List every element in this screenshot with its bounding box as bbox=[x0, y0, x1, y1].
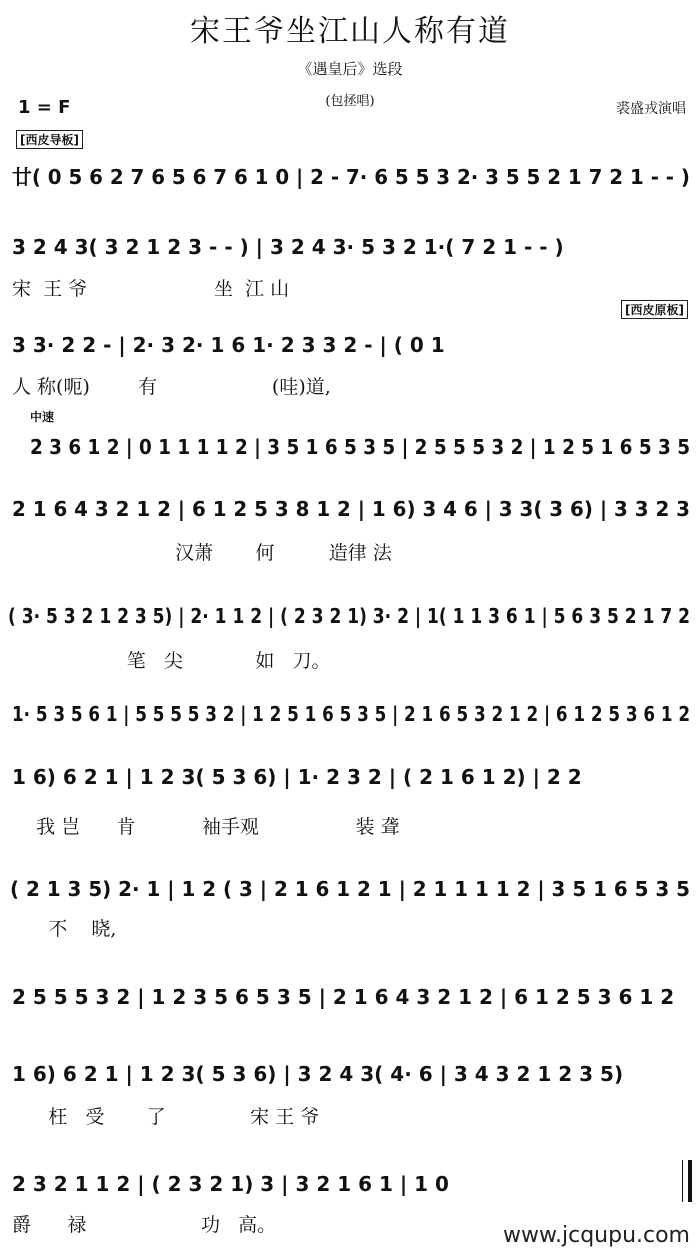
lyric-line-7: 枉 受 了 宋 王 爷 bbox=[12, 1106, 320, 1128]
final-barline-thin bbox=[682, 1160, 686, 1202]
staff-4 bbox=[0, 428, 700, 462]
staff-5 bbox=[0, 490, 700, 524]
staff-12 bbox=[0, 1165, 700, 1199]
key-signature: 1 = F bbox=[18, 97, 71, 118]
marker-xipi-daoban: [西皮导板] bbox=[16, 130, 83, 149]
lyric-line-3: 汉萧 何 造律 法 bbox=[12, 542, 392, 564]
staff-notes: 2 3 6 1 2 | 0 1 1 1 1 2 | 3 5 1 6 5 3 5 | 2 5 5 5 3 2 | 1 2 5 1 6 5 3 5 bbox=[30, 435, 690, 459]
marker-xipi-yuanban: [西皮原板] bbox=[621, 300, 688, 319]
staff-notes: 3 2 4 3( 3 2 1 2 3 - - ) | 3 2 4 3· 5 3 2 1·( 7 2 1 - - ) bbox=[12, 235, 564, 259]
staff-2 bbox=[0, 228, 700, 262]
lyric-line-5: 我 岂 肯 袖手观 装 聋 bbox=[12, 816, 400, 838]
staff-10 bbox=[0, 978, 700, 1012]
lyric-line-2: 人 称(呃) 有 (哇)道, bbox=[12, 376, 331, 398]
staff-notes: 2 3 2 1 1 2 | ( 2 3 2 1) 3 | 3 2 1 6 1 | 1 0 bbox=[12, 1172, 449, 1196]
staff-notes: 2 1 6 4 3 2 1 2 | 6 1 2 5 3 8 1 2 | 1 6) 3 4 6 | 3 3( 3 6) | 3 3 2 3 bbox=[12, 497, 690, 521]
lyric-line-1: 宋 王 爷 坐 江 山 bbox=[12, 278, 290, 300]
staff-11 bbox=[0, 1055, 700, 1089]
staff-notes: 1 6) 6 2 1 | 1 2 3( 5 3 6) | 3 2 4 3( 4· 6 | 3 4 3 2 1 2 3 5) bbox=[12, 1062, 624, 1086]
page-title: 宋王爷坐江山人称有道 bbox=[190, 14, 510, 49]
staff-notes: 1· 5 3 5 6 1 | 5 5 5 5 3 2 | 1 2 5 1 6 5 3 5 | 2 1 6 5 3 2 1 2 | 6 1 2 5 3 6 1 2 bbox=[12, 702, 690, 726]
singer-credit: 裘盛戎演唱 bbox=[616, 101, 686, 117]
staff-notes: 3 3· 2 2 - | 2· 3 2· 1 6 1· 2 3 3 2 - | ( 0 1 bbox=[12, 333, 445, 357]
lyric-line-8: 爵 禄 功 高。 bbox=[12, 1214, 277, 1236]
lyric-line-6: 不 晓, bbox=[12, 918, 117, 940]
staff-6 bbox=[0, 597, 700, 631]
watermark: www.jcqupu.com bbox=[503, 1223, 690, 1248]
final-barline-thick bbox=[688, 1160, 692, 1202]
staff-notes: 廿( 0 5 6 2 7 6 5 6 7 6 1 0 | 2 - 7· 6 5 5 3 2· 3 5 5 2 1 7 2 1 - - ) bbox=[12, 165, 690, 189]
lyric-line-4: 笔 尖 如 刀。 bbox=[12, 650, 331, 672]
staff-notes: ( 3· 5 3 2 1 2 3 5) | 2· 1 1 2 | ( 2 3 2 1) 3· 2 | 1( 1 1 3 6 1 | 5 6 3 5 2 1 7 2 bbox=[8, 604, 690, 628]
tempo-marking: 中速 bbox=[30, 410, 55, 424]
staff-8 bbox=[0, 758, 700, 792]
subtitle: 《遇皇后》选段 bbox=[297, 60, 403, 78]
staff-9 bbox=[0, 870, 700, 904]
role-note: (包拯唱) bbox=[325, 94, 375, 109]
staff-notes: ( 2 1 3 5) 2· 1 | 1 2 ( 3 | 2 1 6 1 2 1 | 2 1 1 1 1 2 | 3 5 1 6 5 3 5 bbox=[10, 877, 690, 901]
staff-notes: 1 6) 6 2 1 | 1 2 3( 5 3 6) | 1· 2 3 2 | ( 2 1 6 1 2) | 2 2 bbox=[12, 765, 582, 789]
staff-7 bbox=[0, 695, 700, 729]
staff-1 bbox=[0, 158, 700, 192]
staff-3 bbox=[0, 326, 700, 360]
staff-notes: 2 5 5 5 3 2 | 1 2 3 5 6 5 3 5 | 2 1 6 4 3 2 1 2 | 6 1 2 5 3 6 1 2 bbox=[12, 985, 675, 1009]
